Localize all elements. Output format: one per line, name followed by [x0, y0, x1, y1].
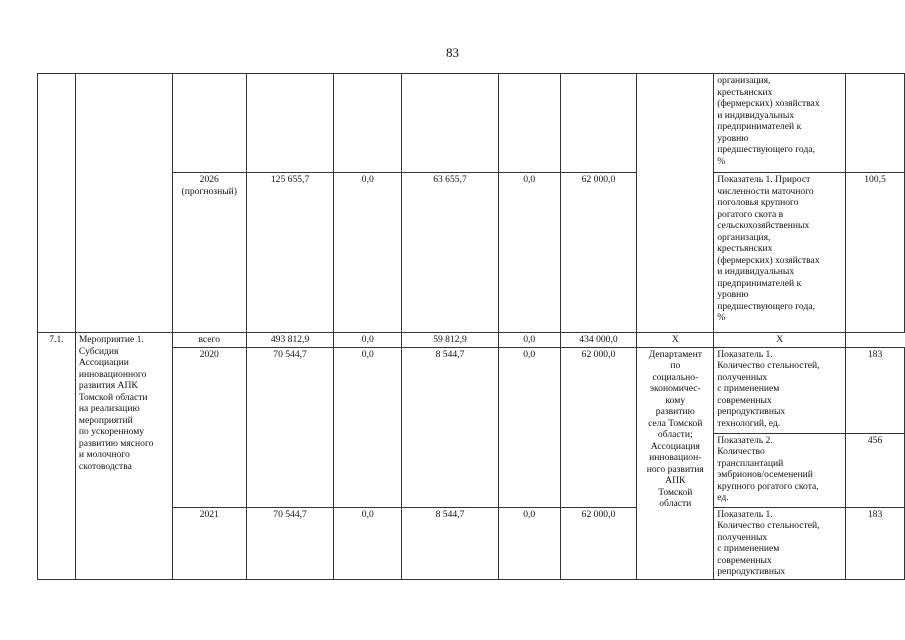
cell-reg: 63 655,7 [402, 173, 499, 333]
cell-ext: 434 000,0 [560, 333, 637, 348]
cell-name-cont [75, 74, 172, 333]
indicator-value: 183 [846, 347, 905, 433]
cell-fed: 0,0 [334, 347, 402, 507]
cell-loc-cont [498, 74, 560, 173]
cell-ext: 62 000,0 [560, 347, 637, 507]
cell-year-cont [172, 74, 246, 173]
indicator-text-cell [714, 433, 846, 507]
cell-reg: 8 544,7 [402, 347, 499, 507]
indicator-text: Показатель 1. Прирост численности маточного поголовья крупного рогатого скота в сельскохозяйственных организация, крестьянских (фермерских) хозяйствах и индивидуальных предпринимателей к уровню предшествующего года, % [717, 174, 820, 323]
cell-total-cont [246, 74, 334, 173]
cell-year: всего [172, 333, 246, 348]
activity-number: 7.1. [38, 333, 76, 580]
cell-ext: 62 000,0 [560, 173, 637, 333]
indicator-text: организация, крестьянских (фермерских) хозяйствах и индивидуальных предпринимателей к уровню предшествующего года, % [717, 75, 820, 167]
indicator-text: Показатель 1. Количество стельностей, полученных с применением современных репродуктивных технологий, ед. [717, 348, 820, 429]
indicator-value: 183 [846, 507, 905, 579]
cell-year: 2021 [172, 507, 246, 579]
cell-total: 70 544,7 [246, 347, 334, 507]
cell-loc: 0,0 [498, 347, 560, 507]
activity-name-cell [75, 333, 172, 580]
indicator-text-cont [714, 74, 846, 173]
cell-reg: 59 812,9 [402, 333, 499, 348]
cell-fed: 0,0 [334, 333, 402, 348]
indicator-text-cell [714, 173, 846, 333]
page-number: 83 [446, 45, 459, 60]
cell-loc: 0,0 [498, 333, 560, 348]
cell-executor-cont [637, 74, 714, 333]
indicator-text-cell [714, 507, 846, 579]
cell-number-cont [38, 74, 76, 333]
indicator-text: Показатель 2. Количество трансплантаций эмбрионов/осеменений крупного рогатого скота, ед. [717, 434, 819, 503]
indicator-value: X [714, 333, 846, 348]
cell-total: 70 544,7 [246, 507, 334, 579]
program-activities-table [37, 73, 905, 580]
activity-name: Мероприятие 1. Субсидия Ассоциации инновационного развития АПК Томской области на реализацию мероприятий по ускоренному развитию мясного и молочного скотоводства [78, 334, 154, 472]
cell-year: 2020 [172, 347, 246, 507]
indicator-text-cell: X [637, 333, 714, 348]
indicator-text-cell [714, 347, 846, 433]
cell-fed: 0,0 [334, 173, 402, 333]
cell-total: 493 812,9 [246, 333, 334, 348]
indicator-value-cont [846, 74, 905, 173]
indicator-value: 456 [846, 433, 905, 507]
cell-reg: 8 544,7 [402, 507, 499, 579]
cell-loc: 0,0 [498, 173, 560, 333]
indicator-text: Показатель 1. Количество стельностей, полученных с применением современных репродуктивных [717, 508, 820, 577]
cell-year [172, 173, 246, 333]
cell-fed-cont [334, 74, 402, 173]
year-label: 2026 (прогнозный) [181, 174, 237, 197]
executor-cell [637, 347, 714, 579]
cell-ext: 62 000,0 [560, 507, 637, 579]
indicator-value: 100,5 [846, 173, 905, 333]
cell-reg-cont [402, 74, 499, 173]
executor: Департамент по социально- экономичес- кому развитию села Томской области; Ассоциация инновацион- ного развития АПК Томской области [646, 348, 704, 509]
cell-total: 125 655,7 [246, 173, 334, 333]
cell-fed: 0,0 [334, 507, 402, 579]
cell-loc: 0,0 [498, 507, 560, 579]
row-total [38, 333, 905, 348]
continuation-row [38, 74, 905, 173]
cell-ext-cont [560, 74, 637, 173]
